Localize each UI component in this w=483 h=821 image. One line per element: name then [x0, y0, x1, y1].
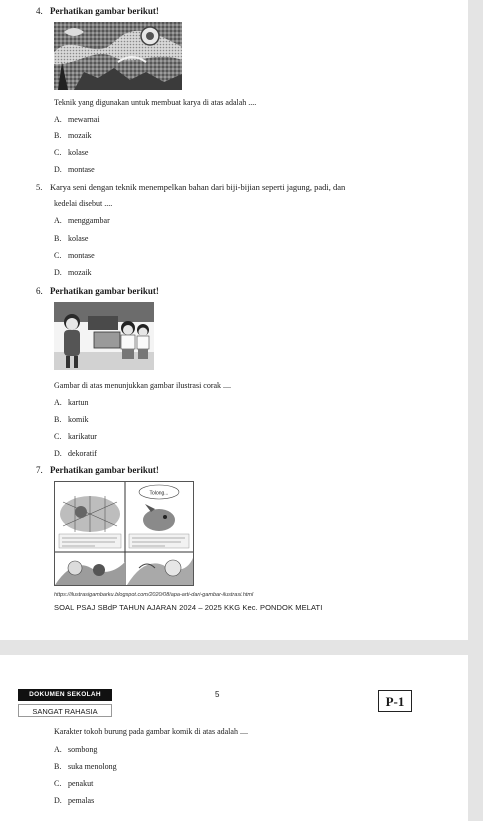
- option-letter: D.: [54, 796, 62, 805]
- exam-footer-title: SOAL PSAJ SBdP TAHUN AJARAN 2024 – 2025 KKG Kec. PONDOK MELATI: [54, 603, 323, 612]
- page-number: 5: [215, 690, 220, 699]
- option-text: montase: [68, 165, 95, 174]
- option-b[interactable]: [54, 762, 117, 771]
- option-d[interactable]: [54, 449, 97, 458]
- option-d[interactable]: [54, 165, 95, 174]
- option-text: montase: [68, 251, 95, 260]
- option-letter: D.: [54, 268, 62, 277]
- option-letter: B.: [54, 131, 62, 140]
- option-text: kolase: [68, 148, 89, 157]
- option-b[interactable]: [54, 415, 88, 424]
- option-text: pemalas: [68, 796, 95, 805]
- option-letter: B.: [54, 415, 62, 424]
- option-letter: D.: [54, 165, 62, 174]
- mosaic-artwork-image: [54, 22, 182, 90]
- option-a[interactable]: [54, 216, 110, 225]
- option-a[interactable]: [54, 115, 100, 124]
- option-text: karikatur: [68, 432, 97, 441]
- option-d[interactable]: [54, 796, 94, 805]
- question-text: Karya seni dengan teknik menempelkan bahan dari biji-bijian seperti jagung, padi, dan: [50, 182, 346, 192]
- option-text: mewarnai: [68, 115, 100, 124]
- option-text: komik: [68, 415, 89, 424]
- question-heading-text: Perhatikan gambar berikut!: [50, 465, 159, 475]
- option-d[interactable]: [54, 268, 92, 277]
- question-5-line-1: [36, 182, 345, 193]
- option-letter: B.: [54, 234, 62, 243]
- option-letter: A.: [54, 398, 62, 407]
- comic-strip-image: [54, 481, 194, 586]
- option-c[interactable]: [54, 779, 93, 788]
- option-c[interactable]: [54, 148, 88, 157]
- question-7-heading: [36, 465, 159, 475]
- cartoon-illustration-image: [54, 302, 154, 370]
- option-letter: D.: [54, 449, 62, 458]
- exam-code-box: P-1: [378, 690, 412, 712]
- question-5-line-2: kedelai disebut ....: [54, 199, 113, 208]
- question-heading-text: Perhatikan gambar berikut!: [50, 6, 159, 16]
- question-heading-text: Perhatikan gambar berikut!: [50, 286, 159, 296]
- option-a[interactable]: [54, 745, 97, 754]
- option-text: sombong: [68, 745, 98, 754]
- option-c[interactable]: [54, 251, 95, 260]
- option-letter: A.: [54, 115, 62, 124]
- option-text: kolase: [68, 234, 89, 243]
- option-text: dekoratif: [68, 449, 97, 458]
- option-text: menggambar: [68, 216, 110, 225]
- document-label-badge: DOKUMEN SEKOLAH: [18, 689, 112, 701]
- option-letter: C.: [54, 779, 62, 788]
- option-letter: C.: [54, 251, 62, 260]
- option-letter: A.: [54, 745, 62, 754]
- question-7-text: Karakter tokoh burung pada gambar komik di atas adalah ....: [54, 727, 248, 736]
- question-number: 5.: [36, 182, 43, 192]
- question-number: 4.: [36, 6, 43, 16]
- option-letter: A.: [54, 216, 62, 225]
- option-text: mozaik: [68, 268, 92, 277]
- option-text: penakut: [68, 779, 94, 788]
- question-4-heading: [36, 6, 159, 16]
- option-b[interactable]: [54, 131, 92, 140]
- option-a[interactable]: [54, 398, 88, 407]
- option-text: mozaik: [68, 131, 92, 140]
- option-letter: C.: [54, 148, 62, 157]
- comic-speech-text: Tolong...: [149, 490, 169, 497]
- option-text: kartun: [68, 398, 89, 407]
- question-4-text: Teknik yang digunakan untuk membuat karya di atas adalah ....: [54, 98, 257, 107]
- question-6-heading: [36, 286, 159, 296]
- question-number: 6.: [36, 286, 43, 296]
- option-letter: C.: [54, 432, 62, 441]
- option-text: suka menolong: [68, 762, 117, 771]
- question-6-text: Gambar di atas menunjukkan gambar ilustrasi corak ....: [54, 381, 232, 390]
- option-b[interactable]: [54, 234, 88, 243]
- question-number: 7.: [36, 465, 43, 475]
- option-letter: B.: [54, 762, 62, 771]
- option-c[interactable]: [54, 432, 97, 441]
- confidential-badge: SANGAT RAHASIA: [18, 704, 112, 717]
- source-url[interactable]: https://ilustrasigambarku.blogspot.com/2020/08/apa-arti-dari-gambar-ilustrasi.html: [54, 592, 254, 598]
